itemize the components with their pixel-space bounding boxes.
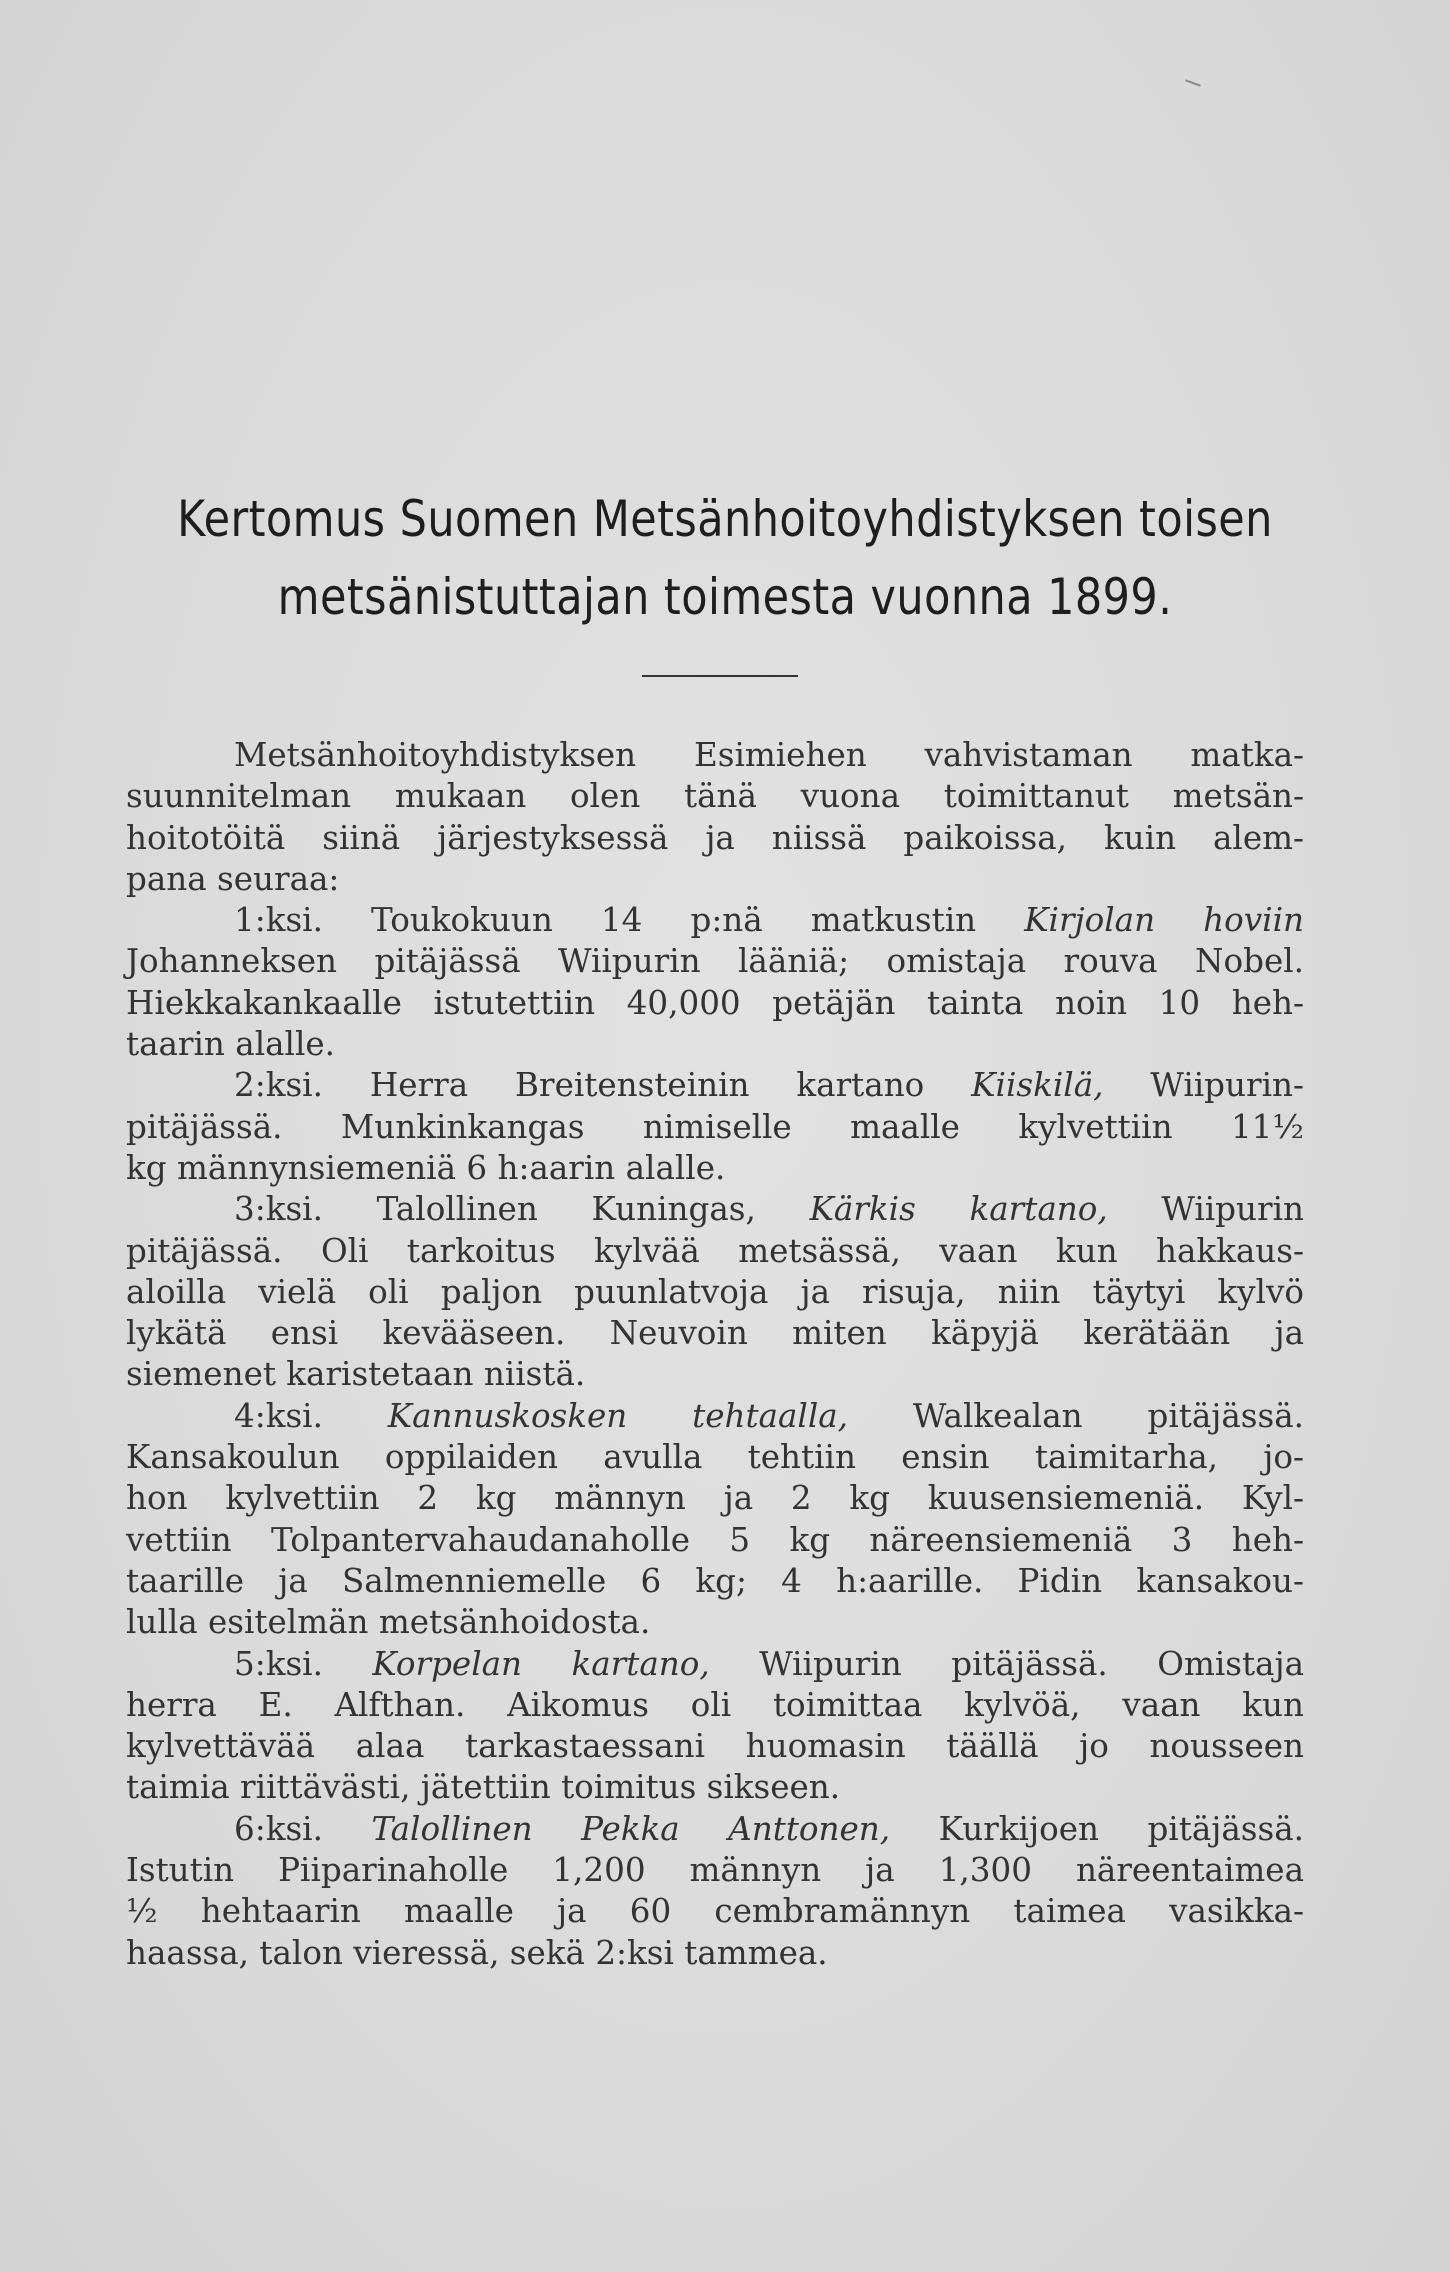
body-line: kylvettävää alaa tarkastaessani huomasin täällä jo nousseen [126, 1727, 1304, 1766]
body-line: ½ hehtaarin maalle ja 60 cembramännyn taimea vasikka- [126, 1892, 1304, 1931]
body-line: aloilla vielä oli paljon puunlatvoja ja risuja, niin täytyi kylvö [126, 1272, 1304, 1311]
body-line: taarin alalle. [126, 1025, 336, 1064]
body-line [126, 1065, 1304, 1106]
italic-text: Kiiskilä, [971, 1066, 1104, 1105]
document-title [153, 480, 1297, 636]
text-run: Wiipurin pitäjässä. Omistaja [709, 1644, 1305, 1683]
body-line: taarille ja Salmenniemelle 6 kg; 4 h:aarille. Pidin kansakou- [126, 1561, 1304, 1600]
body-line: vettiin Tolpantervahaudanaholle 5 kg näreensiemeniä 3 heh- [126, 1520, 1304, 1559]
italic-text: Kannuskosken tehtaalla, [387, 1396, 849, 1435]
body-line: hon kylvettiin 2 kg männyn ja 2 kg kuusensiemeniä. Kyl- [126, 1479, 1304, 1518]
body-line: suunnitelman mukaan olen tänä vuona toimittanut metsän- [126, 777, 1304, 816]
body-line [126, 1189, 1304, 1230]
body-line: lykätä ensi kevääseen. Neuvoin miten käpyjä kerätään ja [126, 1314, 1304, 1353]
italic-text: Kärkis kartano, [809, 1190, 1108, 1229]
body-line: pitäjässä. Oli tarkoitus kylvää metsässä, vaan kun hakkaus- [126, 1231, 1304, 1270]
body-line: Kansakoulun oppilaiden avulla tehtiin ensin taimitarha, jo- [126, 1438, 1304, 1477]
body-line: kg männynsiemeniä 6 h:aarin alalle. [126, 1148, 726, 1187]
scan-speck [1185, 79, 1201, 86]
body-line: Istutin Piiparinaholle 1,200 männyn ja 1,300 näreentaimea [126, 1851, 1304, 1890]
text-run: 5:ksi. [234, 1644, 373, 1683]
body-line: pana seuraa: [126, 859, 340, 898]
text-run: 1:ksi. Toukokuun 14 p:nä matkustin [234, 901, 1025, 940]
text-run: Kurkijoen pitäjässä. [890, 1809, 1304, 1848]
body-line [126, 1644, 1304, 1685]
text-run: Wiipurin [1107, 1190, 1304, 1229]
body-line: haassa, talon vieressä, sekä 2:ksi tammea. [126, 1933, 828, 1972]
body-line: herra E. Alfthan. Aikomus oli toimittaa kylvöä, vaan kun [126, 1685, 1304, 1724]
body-line [126, 1809, 1304, 1850]
body-line [126, 1396, 1304, 1437]
body-line [126, 900, 1304, 941]
body-line: siemenet karistetaan niistä. [126, 1355, 586, 1394]
text-run: 4:ksi. [234, 1396, 388, 1435]
body-line: Johanneksen pitäjässä Wiipurin lääniä; omistaja rouva Nobel. [126, 942, 1304, 981]
text-run: Wiipurin- [1103, 1066, 1304, 1105]
text-run: 6:ksi. [234, 1809, 372, 1848]
body-line: Metsänhoitoyhdistyksen Esimiehen vahvistaman matka- [234, 736, 1304, 774]
text-run: Walkealan pitäjässä. [848, 1396, 1304, 1435]
body-line: hoitotöitä siinä järjestyksessä ja niissä paikoissa, kuin alem- [126, 818, 1304, 857]
body-line: lulla esitelmän metsänhoidosta. [126, 1603, 651, 1642]
italic-text: Talollinen Pekka Anttonen, [371, 1809, 891, 1848]
italic-text: Korpelan kartano, [372, 1644, 710, 1683]
title-line-1: Kertomus Suomen Metsänhoitoyhdistyksen toisen [177, 490, 1273, 548]
body-text [126, 735, 1304, 1974]
text-run: 2:ksi. Herra Breitensteinin kartano [234, 1066, 972, 1105]
body-line: Hiekkakankaalle istutettiin 40,000 petäjän tainta noin 10 heh- [126, 983, 1304, 1022]
text-run: 3:ksi. Talollinen Kuningas, [234, 1190, 810, 1229]
body-line: pitäjässä. Munkinkangas nimiselle maalle kylvettiin 11½ [126, 1107, 1304, 1146]
title-divider [642, 675, 798, 677]
title-line-2: metsänistuttajan toimesta vuonna 1899. [277, 568, 1173, 626]
italic-text: Kirjolan hoviin [1024, 901, 1304, 940]
body-line: taimia riittävästi, jätettiin toimitus sikseen. [126, 1768, 841, 1807]
